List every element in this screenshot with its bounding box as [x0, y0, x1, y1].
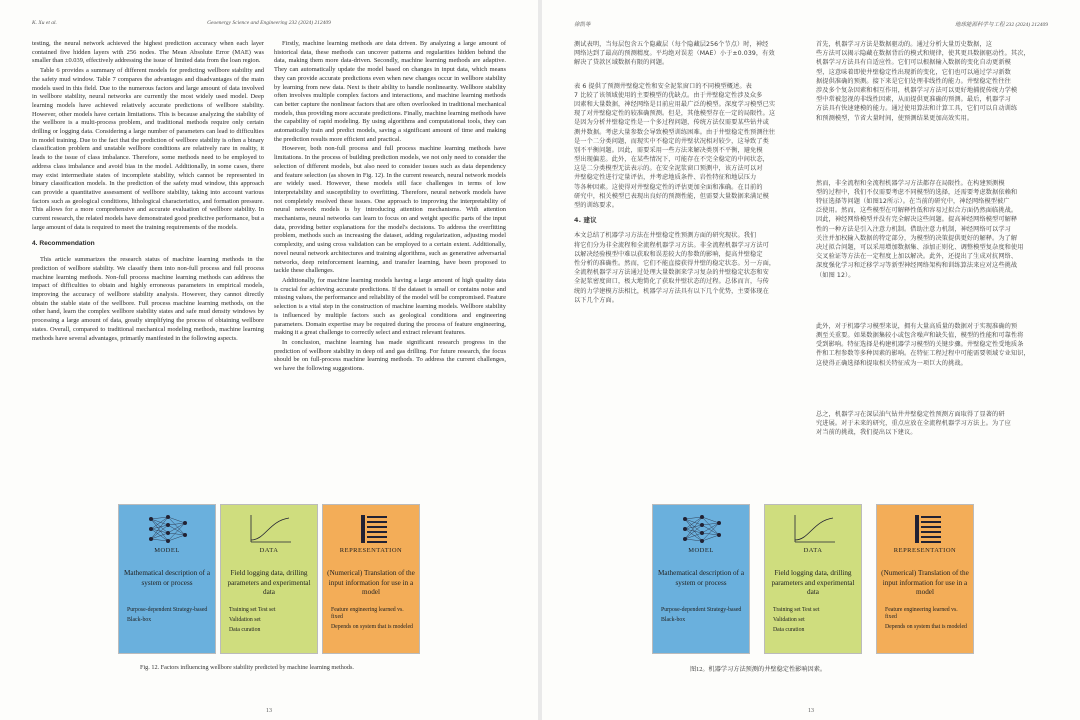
text-line: 井壁稳定性进行定量评估，并考虑地质条件、岩性特征和地层压力 [574, 174, 757, 182]
text-line: 机器学习方法具有自适应性。它们可以根据输入数据的变化自动更新模 [816, 59, 1011, 67]
text-line: 关注并加权输入数据的特定部分，为模型的决策提供更好的解释。为了解 [816, 234, 1018, 242]
text-line: 统的力学建模方法相比，机器学习方法具有以下几个优势，主要体现在 [574, 287, 769, 295]
left-column [574, 40, 806, 305]
paragraph: Table 6 provides a summary of different models for predicting wellbore stability and the safety mud window. Table 7 compares the advantages and disadvantages of the main models used in this field. Due to the numerous factors and large amount of data involved in wellbore stability, neural networks are currently the most widely used model. Deep learning models have achieved relatively accurate predictions of wellbore stability. However, other models have certain limitations. This is because analyzing the stability of the wellbore is a multi-process problem, and traditional methods require only certain drilling or logging data. Considering a large number of parameters can lead to difficulties in model training. Due to the fact that the prediction of wellbore stability is often a binary classification problem and unstable wellbore conditions are relatively rare in reality, it leads to the issue of class imbalance. Therefore, some methods need to be employed to address class imbalance and avoid bias in the model. Additionally, in some cases, there may exist intermediate states of incomplete stability, which cannot be represented in binary classification models. In the prediction of the safety mud window, this approach can provide a quantitative assessment of wellbore stability, taking into account various factors such as geological conditions, lithological characteristics, and formation pressure. This allows for a more comprehensive and accurate evaluation of wellbore stability. In current research, the related models have demonstrated good predictive performance, but a large amount of data is required to meet the training requirements of the models. [32, 67, 264, 231]
text-line: 特征选择等问题（如图12所示）。在当前的研究中，神经网络模型被广 [816, 198, 1010, 206]
header-journal: 地球能源科学与工程 232 (2024) 212409 [954, 22, 1048, 28]
text-line: 本文总结了机器学习方法在井壁稳定性预测方面的研究现状。我们 [574, 232, 757, 240]
text-line: 等各种因素。这使得对井壁稳定性的评估更加全面和准确。在目前的 [574, 183, 763, 191]
paragraph-gap [574, 68, 806, 82]
paragraph-gap [816, 151, 1048, 165]
text-line: 以下几个方面。 [574, 296, 619, 304]
text-line: 这使得正确选择和提取相关特征成为一项巨大的挑战。 [816, 359, 967, 367]
text-line: 现了对井壁稳定性的较准确预测。但是，其他模型存在一定的局限性。这 [574, 110, 776, 118]
box-bullet: Black-box [661, 617, 686, 624]
box-bullet: Black-box [127, 617, 152, 624]
curve-chart-icon [789, 513, 839, 545]
text-line: 研究中，相关模型已表现出良好的预测性能，但需要大量数据来满足模 [574, 192, 769, 200]
text-line: 7 比较了该领域使用的主要模型的优缺点。由于井壁稳定性涉及众多 [574, 91, 763, 99]
model-box [652, 504, 750, 654]
box-bullet: Validation set [773, 617, 805, 624]
text-line: 首先，机器学习方法是数据驱动的。通过分析大量历史数据，这 [816, 41, 993, 48]
text-line: 网络达到了最高的预测精度。平均绝对误差（MAE）小于±0.039，有效 [574, 50, 775, 58]
paragraph: testing, the neural network achieved the highest prediction accuracy when each layer contained five hidden layers with 256 nodes. The Mean Absolute Error (MAE) was smaller than ±0.039, effectively addressing the issue of limited data from the loan region. [32, 40, 264, 65]
text-line: 型的过程中，我们不仅需要考虑不同模型的选择，还需要考虑数据依赖和 [816, 188, 1018, 196]
box-bullet: Purpose-dependent Strategy-based [661, 607, 742, 613]
page-header [574, 20, 1048, 30]
section-heading: 4. 建议 [574, 216, 597, 225]
text-line: 型的训练要求。 [574, 202, 619, 209]
paragraph: However, both non-full process and full process machine learning methods have limitations. In the process of building prediction models, we not only need to consider the selection of different models, but also need to consider issues such as data dependency and feature selection (as shown in Fig. 12). In the current research, neural network models are widely used. However, these models still face challenges in terms of low interpretability and susceptibility to overfitting. Therefore, neural network models have not completely resolved these issues. One approach to improving the interpretability of neural network models is by introducing attention mechanisms. With attention mechanisms, neural networks can learn to focus on and weight specific parts of the input data, providing better explanations for the model's decisions. To address the overfitting problem, methods such as increasing the dataset, adding regularization, adjusting model complexity, and using cross validation can be employed to a certain extent. Additionally, novel neural network architectures and training algorithms, such as generative adversarial networks, deep reinforcement learning, and transfer learning, have been proposed to tackle these challenges. [274, 145, 506, 275]
text-line: 此外，对于机器学习模型来说，拥有大量高质量的数据对于实现准确的预 [816, 322, 1018, 330]
paragraph-gap [816, 123, 1048, 137]
paragraph-gap [816, 294, 1048, 308]
section-heading: 4. Recommendation [32, 240, 95, 248]
barcode-icon [901, 513, 951, 545]
text-line: 因此，神经网络模型并没有完全解决这些问题。提高神经网络模型可解释 [816, 216, 1018, 224]
text-line: 型中常被忽视的非线性因素，从而提供更准确的预测。最后，机器学习 [816, 96, 1011, 104]
text-line: 对当前的挑战，我们提出以下建议。 [816, 429, 917, 437]
box-bullet: Depends on system that is modeled [885, 624, 967, 631]
box-bullet: Feature engineering learned vs. fixed [885, 607, 958, 621]
box-description: (Numerical) Translation of the input information for use in a model [881, 569, 969, 596]
text-line: 全泥浆密度窗口，极大地简化了获取井壁状态的过程。总体而言，与传 [574, 278, 769, 286]
text-line: 究进展。对于未来的研究，重点应放在全流程机器学习方法上。为了应 [816, 419, 1011, 427]
text-line: 将它们分为非全流程和全流程机器学习方法。非全流程机器学习方法可 [574, 241, 769, 249]
box-description: (Numerical) Translation of the input information for use in a model [327, 569, 415, 596]
text-line: 是一个二分类问题，而现实中不稳定的井壁状况相对较少，这导致了类 [574, 137, 769, 145]
right-column [274, 40, 506, 375]
paragraph: Additionally, for machine learning models having a large amount of high quality data is crucial for achieving accurate predictions. If the dataset is small or contains noise and missing values, the performance and reliability of the model will be compromised. Feature selection is a vital step in the construction of machine learning models. Wellbore stability is influenced by multiple factors such as geological conditions and engineering parameters. Domain expertise may be required during the process of feature engineering, making it a great challenge to correctly select and extract relevant features. [274, 276, 506, 337]
data-box [764, 504, 862, 654]
box-bullet: Feature engineering learned vs. fixed [331, 607, 404, 621]
text-line: 性的一种方法是引入注意力机制。借助注意力机制，神经网络可以学习 [816, 225, 1011, 233]
box-bullet: Training set Test set [773, 607, 820, 613]
text-line: 性分析的准确性。然而，它们不能直接获得井壁的稳定状态。另一方面， [574, 259, 776, 267]
left-column [32, 40, 264, 344]
text-line: 别不平衡问题。因此，需要采用一些方法来解决类别不平衡，避免模 [574, 146, 763, 154]
text-line: 以解决经验模型中难以获取和误差较大的参数的影响，提高井壁稳定 [574, 250, 763, 258]
figure-12 [542, 504, 1080, 664]
figure-caption: 图12。机器学习方法预测的井壁稳定性影响因素。 [690, 666, 827, 673]
text-line: 泛使用。然而，这些模型在可解释性低和容易过拟合方面仍然面临挑战。 [816, 207, 1018, 215]
text-line: 然而，非全流程和全流程机器学习方法都存在局限性。在构建预测模 [816, 179, 1005, 187]
box-tag: DATA [803, 547, 823, 554]
figure-caption: Fig. 12. Factors influencing wellbore stability predicted by machine learning methods. [140, 664, 354, 671]
curve-chart-icon [245, 513, 295, 545]
box-description: Mathematical description of a system or process [657, 569, 745, 587]
box-tag: MODEL [688, 547, 714, 554]
text-line: 因素和大量数据，神经网络是目前应用最广泛的模型。深度学习模型已实 [574, 100, 776, 108]
text-line: 受到影响。特征选择是构建机器学习模型的关键步骤。井壁稳定性受地质条 [816, 341, 1024, 349]
text-line: 型出现偏差。此外，在某些情况下，可能存在不完全稳定的中间状态， [574, 156, 769, 164]
text-line: 据提供准确的预测。接下来是它们处理非线性的能力。井壁稳定性往往 [816, 77, 1011, 85]
neural-network-icon [143, 513, 193, 545]
text-line: 表 6 提供了预测井壁稳定性和安全泥浆窗口的不同模型概述。表 [574, 82, 752, 90]
neural-network-icon [677, 513, 727, 545]
text-line: 和预测模型，节省大量时间，使预测结果更加高效实用。 [816, 114, 974, 122]
paragraph: This article summarizes the research status of machine learning methods in the prediction of wellbore stability. We classify them into non-full process and full process machine learning methods. Non-full process machine learning methods can address the impact of difficulties to obtain and highly erroneous parameters in empirical models, improving the accuracy of wellbore stability analysis. However, they cannot directly obtain the stable state of the wellbore. Full process machine learning methods, on the other hand, learn the complex wellbore stability states and safe mud density windows by processing a large amount of data, greatly simplifying the process of obtaining wellbore states. Overall, compared to traditional mechanical modeling methods, machine learning methods have several advantages, primarily manifested in the following aspects. [32, 256, 264, 342]
text-line: 决过拟合问题，可以采用增加数据集、添加正则化、调整模型复杂度和使用 [816, 244, 1024, 251]
text-line: 方法具有快速建模的能力。通过使用算法和计算工具，它们可以自动训练 [816, 105, 1018, 113]
box-bullet: Depends on system that is modeled [331, 624, 413, 631]
text-line: 这是二分类模型无法表示的。在安全泥浆窗口预测中，该方法可以对 [574, 165, 763, 173]
text-line: 涉及多个复杂因素和相互作用，机器学习方法可以更好地捕捉传统力学模 [816, 86, 1018, 94]
right-column [816, 40, 1048, 437]
box-tag: REPRESENTATION [339, 547, 403, 554]
text-line: 测井数据。考虑大量参数会导致模型训练困难。由于井壁稳定性预测往往 [574, 128, 776, 136]
paragraph-gap [816, 137, 1048, 151]
figure-12 [0, 504, 538, 664]
data-box [220, 504, 318, 654]
paragraph-gap [816, 368, 1048, 382]
english-page [0, 0, 538, 720]
header-journal: Geoenergy Science and Engineering 232 (2024) 212409 [207, 20, 331, 26]
text-line: 型，这意味着即使井壁稳定性出现新的变化，它们也可以通过学习新数 [816, 68, 1011, 76]
text-line: 深度强化学习和迁移学习等新型神经网络架构和训练算法来应对这些挑战 [816, 262, 1018, 270]
text-line: 测至关重要。如果数据集较小或包含噪声和缺失值，模型的性能和可靠性将 [816, 331, 1024, 339]
text-line: （如图 12）。 [816, 271, 855, 279]
paragraph: In conclusion, machine learning has made significant research progress in the prediction of wellbore stability in deep oil and gas drilling. For future research, the focus should be on full-process machine learning methods. To address the current challenges, we have the following suggestions. [274, 338, 506, 373]
paragraph-gap [816, 280, 1048, 294]
model-box [118, 504, 216, 654]
paragraph-gap [816, 396, 1048, 410]
paragraph-gap [816, 382, 1048, 396]
paragraph-gap [816, 165, 1048, 179]
text-line: 件和工程参数等多种因素的影响。在特征工程过程中可能需要领域专业知识， [816, 350, 1030, 358]
text-line: 全流程机器学习方法通过处理大量数据来学习复杂的井壁稳定状态和安 [574, 269, 769, 277]
paragraph-gap [816, 308, 1048, 322]
box-bullet: Validation set [229, 617, 261, 624]
text-line: 是因为分析井壁稳定性是一个多过程问题，传统方法仅需要某些钻井或 [574, 119, 769, 127]
text-line: 些方法可以揭示隐藏在数据背后的模式和规律，使其更具数据驱动性。其次， [816, 50, 1030, 58]
header-authors: K. Xu et al. [32, 20, 57, 26]
page-number: 13 [808, 708, 814, 714]
header-authors: 徐凯等 [574, 22, 591, 28]
box-bullet: Training set Test set [229, 607, 276, 613]
page-number: 13 [266, 708, 272, 714]
text-line: 交叉验证等方法在一定程度上加以解决。此外，还提出了生成对抗网络、 [816, 253, 1018, 261]
paragraph: Firstly, machine learning methods are data driven. By analyzing a large amount of historical data, these methods can uncover patterns and regularities hidden behind the data, making them more data-driven. Secondly, machine learning methods are adaptive. They can automatically update the model based on changes in input data, which means they can provide accurate predictions even when new changes occur in wellbore stability by learning from new data. Next is their ability to handle nonlinearity. Wellbore stability often involves multiple complex factors and interactions, and machine learning methods can better capture the nonlinear factors that are often overlooked in traditional mechanical models, thus providing more accurate predictions. Finally, machine learning methods have the capability of rapid modeling. By using algorithms and computational tools, they can automatically train and predict models, saving a significant amount of time and making the prediction results more efficient and practical. [274, 40, 506, 143]
box-tag: REPRESENTATION [893, 547, 957, 554]
representation-box [876, 504, 974, 654]
box-bullet: Data curation [229, 627, 261, 634]
box-description: Mathematical description of a system or process [123, 569, 211, 587]
box-tag: DATA [259, 547, 279, 554]
box-bullet: Data curation [773, 627, 805, 634]
box-bullet: Purpose-dependent Strategy-based [127, 607, 208, 613]
barcode-icon [347, 513, 397, 545]
text-line: 解决了贷款区域数据有限的问题。 [574, 59, 669, 67]
box-tag: MODEL [154, 547, 180, 554]
representation-box [322, 504, 420, 654]
box-description: Field logging data, drilling parameters and experimental data [771, 569, 855, 596]
page-header [32, 20, 506, 30]
text-line: 总之，机器学习在深层油气钻井井壁稳定性预测方面取得了显著的研 [816, 410, 1005, 418]
chinese-page [542, 0, 1080, 720]
text-line: 测试表明，当每层包含五个隐藏层（每个隐藏层256个节点）时，神经 [574, 41, 769, 48]
box-description: Field logging data, drilling parameters and experimental data [227, 569, 311, 596]
